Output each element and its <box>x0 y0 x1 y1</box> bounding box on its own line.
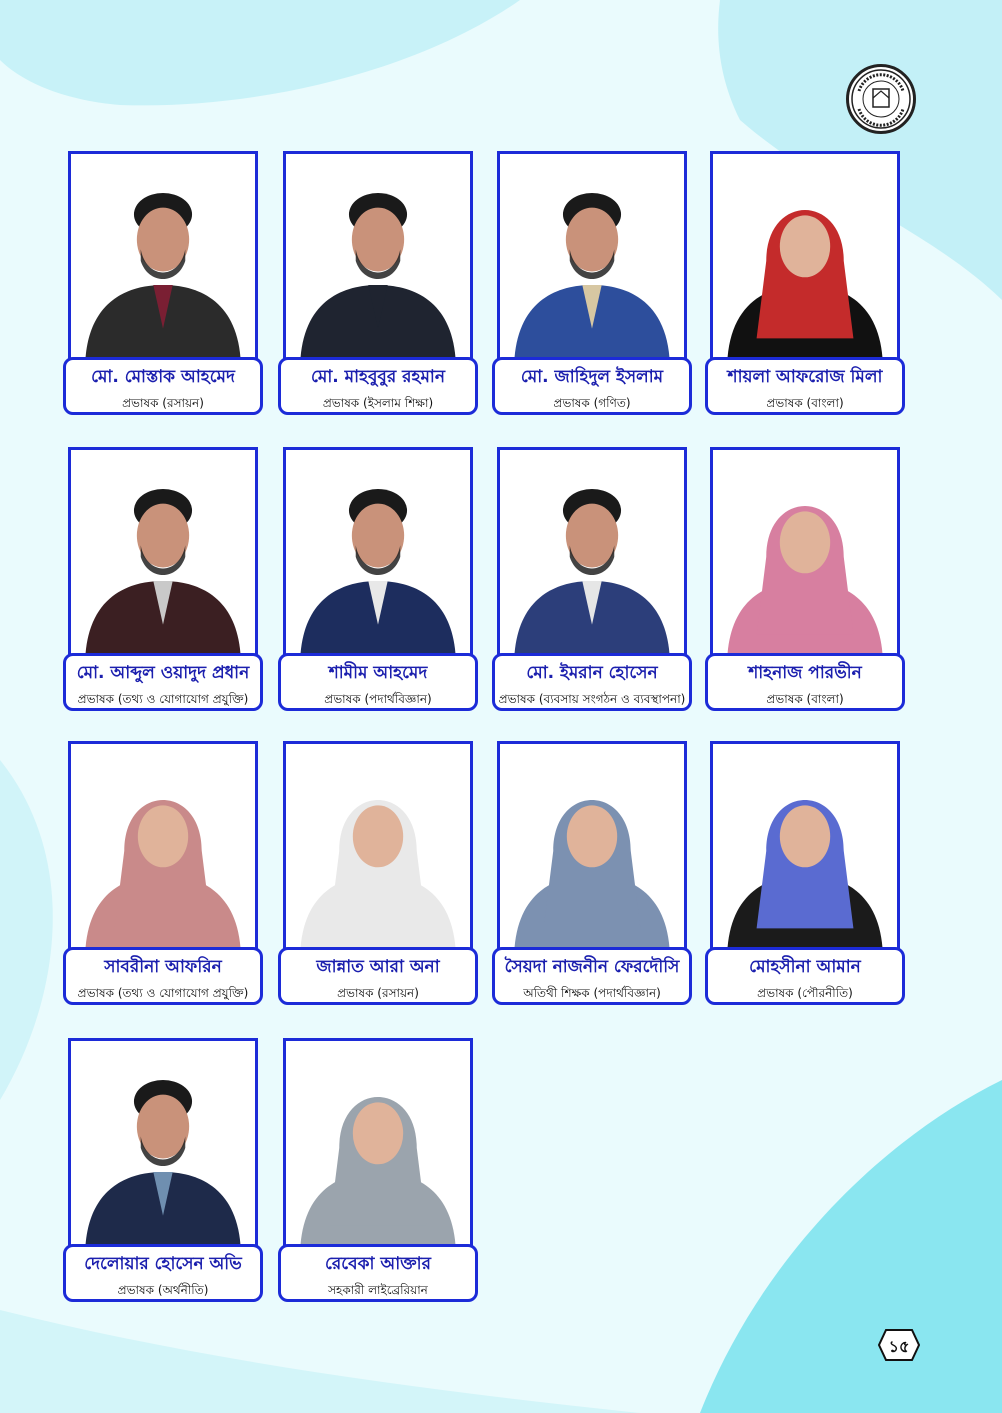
staff-name: মো. জাহিদুল ইসলাম <box>520 367 664 387</box>
woman-portrait-icon <box>286 1041 470 1245</box>
woman-portrait-icon <box>713 450 897 654</box>
woman-portrait-icon <box>713 744 897 948</box>
woman-portrait-icon <box>71 744 255 948</box>
staff-photo <box>283 741 473 951</box>
staff-label <box>278 1244 478 1302</box>
staff-card <box>63 1038 277 1313</box>
man-portrait-icon <box>500 450 684 654</box>
staff-card <box>492 741 706 1016</box>
staff-photo <box>710 151 900 361</box>
staff-designation: সহকারী লাইব্রেরিয়ান <box>328 1283 428 1297</box>
staff-label <box>278 947 478 1005</box>
staff-designation: প্রভাষক (বাংলা) <box>766 692 844 706</box>
staff-card <box>63 741 277 1016</box>
page-number-text: ১৫ <box>888 1337 910 1356</box>
woman-portrait-icon <box>286 744 470 948</box>
staff-label <box>492 653 692 711</box>
staff-photo <box>497 741 687 951</box>
staff-designation: প্রভাষক (পদার্থবিজ্ঞান) <box>324 692 432 706</box>
staff-card <box>492 447 706 722</box>
staff-label <box>278 357 478 415</box>
woman-portrait-icon <box>500 744 684 948</box>
staff-card <box>278 1038 492 1313</box>
staff-photo <box>710 741 900 951</box>
staff-card <box>63 447 277 722</box>
staff-label <box>63 1244 263 1302</box>
staff-photo <box>283 151 473 361</box>
staff-name: সাবরীনা আফরিন <box>104 957 222 977</box>
staff-name: মোহসীনা আমান <box>749 957 861 977</box>
staff-photo <box>710 447 900 657</box>
staff-label <box>492 357 692 415</box>
staff-designation: অতিথী শিক্ষক (পদার্থবিজ্ঞান) <box>523 986 661 1000</box>
man-portrait-icon <box>71 450 255 654</box>
staff-card <box>705 151 919 426</box>
staff-label <box>492 947 692 1005</box>
staff-photo <box>68 151 258 361</box>
staff-card <box>705 447 919 722</box>
staff-name: শাহনাজ পারভীন <box>748 663 862 683</box>
staff-designation: প্রভাষক (তথ্য ও যোগাযোগ প্রযুক্তি) <box>77 986 249 1000</box>
man-portrait-icon <box>71 1041 255 1245</box>
page-number <box>878 1329 920 1361</box>
man-portrait-icon <box>500 154 684 358</box>
staff-designation: প্রভাষক (রসায়ন) <box>337 986 419 1000</box>
staff-designation: প্রভাষক (গণিত) <box>553 396 631 410</box>
staff-photo <box>497 447 687 657</box>
staff-name: শামীম আহমেদ <box>328 663 428 683</box>
staff-designation: প্রভাষক (বাংলা) <box>766 396 844 410</box>
staff-name: মো. ইমরান হোসেন <box>526 663 658 683</box>
man-portrait-icon <box>286 450 470 654</box>
staff-designation: প্রভাষক (ইসলাম শিক্ষা) <box>322 396 434 410</box>
staff-card <box>278 151 492 426</box>
staff-name: মো. মোস্তাক আহমেদ <box>91 367 235 387</box>
staff-name: জান্নাত আরা অনা <box>316 957 440 977</box>
staff-designation: প্রভাষক (রসায়ন) <box>122 396 204 410</box>
staff-card <box>278 741 492 1016</box>
staff-photo <box>283 447 473 657</box>
staff-label <box>705 653 905 711</box>
staff-card <box>705 741 919 1016</box>
staff-name: রেবেকা আক্তার <box>325 1254 431 1274</box>
staff-photo <box>68 1038 258 1248</box>
staff-name: দেলোয়ার হোসেন অভি <box>84 1254 242 1274</box>
staff-label <box>278 653 478 711</box>
staff-designation: প্রভাষক (তথ্য ও যোগাযোগ প্রযুক্তি) <box>77 692 249 706</box>
staff-designation: প্রভাষক (পৌরনীতি) <box>757 986 853 1000</box>
staff-label <box>705 947 905 1005</box>
staff-photo <box>283 1038 473 1248</box>
staff-name: শায়লা আফরোজ মিলা <box>727 367 883 387</box>
staff-name: সৈয়দা নাজনীন ফেরদৌসি <box>504 957 680 977</box>
staff-name: মো. মাহবুবুর রহমান <box>311 367 445 387</box>
man-portrait-icon <box>71 154 255 358</box>
staff-label <box>705 357 905 415</box>
man-portrait-icon <box>286 154 470 358</box>
staff-designation: প্রভাষক (ব্যবসায় সংগঠন ও ব্যবস্থাপনা) <box>498 692 686 706</box>
staff-label <box>63 357 263 415</box>
staff-card <box>63 151 277 426</box>
staff-name: মো. আব্দুল ওয়াদুদ প্রধান <box>76 663 250 683</box>
staff-photo <box>497 151 687 361</box>
staff-photo <box>68 741 258 951</box>
college-logo <box>846 64 916 134</box>
staff-photo <box>68 447 258 657</box>
staff-card <box>492 151 706 426</box>
staff-label <box>63 947 263 1005</box>
staff-designation: প্রভাষক (অর্থনীতি) <box>117 1283 209 1297</box>
staff-label <box>63 653 263 711</box>
staff-card <box>278 447 492 722</box>
woman-portrait-icon <box>713 154 897 358</box>
